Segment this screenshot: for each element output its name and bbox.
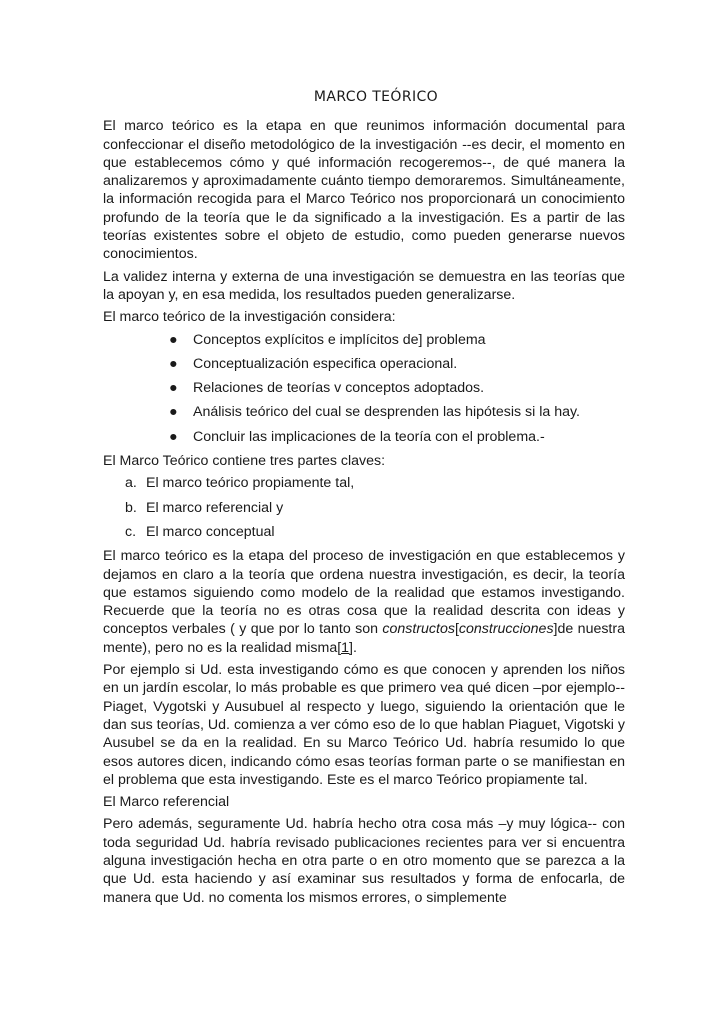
bullet-icon: ● <box>169 380 178 397</box>
footnote-link[interactable]: [1] <box>337 639 353 656</box>
list-item: ● Concluir las implicaciones de la teoría con el problema.- <box>169 428 545 445</box>
paragraph-ademas: Pero además, seguramente Ud. habría hecho otra cosa más –y muy lógica-- con toda seguridad Ud. habría revisado publicaciones recientes para ver si encuentra alguna investigación hecha en otra parte o en otro momento que se parezca a la que Ud. esta haciendo y así examinar sus resultados y forma de enfocarla, de manera que Ud. no comenta los mismos errores, o simplemente <box>103 816 625 906</box>
list-item: ● Conceptos explícitos e implícitos de] problema <box>169 331 486 348</box>
bullet-icon: ● <box>169 428 178 445</box>
list-item: a. El marco teórico propiamente tal, <box>125 475 355 492</box>
paragraph-marco-referencial-heading: El Marco referencial <box>103 794 230 811</box>
parts-list <box>103 474 625 541</box>
list-item: ● Análisis teórico del cual se desprenden las hipótesis si la hay. <box>169 404 580 421</box>
paragraph-intro: El marco teórico es la etapa en que reunimos información documental para confeccionar el diseño metodológico de la investigación --es decir, el momento en que establecemos cómo y qué información recogeremos--, de qué manera la analizaremos y aproximadamente cuánto tiempo demoraremos. Simultáneamente, la información recogida para el Marco Teórico nos proporcionará un conocimiento profundo de la teoría que le da significado a la investigación. Es a partir de las teorías existentes sobre el objeto de estudio, como pueden generarse nuevos conocimientos. <box>103 118 625 263</box>
list-item: ● Conceptualización especifica operacional. <box>169 355 458 372</box>
list-item: c. El marco conceptual <box>125 523 275 540</box>
paragraph-validity: La validez interna y externa de una investigación se demuestra en las teorías que la apoyan y, en esa medida, los resultados pueden generalizarse. <box>103 268 625 303</box>
bullet-icon: ● <box>169 331 178 348</box>
paragraph-marco-teorico: El marco teórico es la etapa del proceso de investigación en que establecemos y dejamos en claro a la teoría que ordena nuestra investigación, es decir, la teoría que estamos siguiendo como modelo de la realidad que estamos investigando. Recuerde que la teoría no es otras cosa que la realidad descrita con ideas y conceptos verbales ( y que por lo tanto son constructos[construcciones]de nuestra mente), pero no es la realidad misma[1]. <box>103 548 625 656</box>
list-item: b. El marco referencial y <box>125 499 284 516</box>
bullet-list <box>103 331 625 446</box>
bullet-icon: ● <box>169 355 178 372</box>
paragraph-considera: El marco teórico de la investigación considera: <box>103 309 396 326</box>
paragraph-partes: El Marco Teórico contiene tres partes claves: <box>103 453 386 470</box>
bullet-icon: ● <box>169 404 178 421</box>
list-item: ● Relaciones de teorías v conceptos adoptados. <box>169 380 485 397</box>
paragraph-ejemplo: Por ejemplo si Ud. esta investigando cómo es que conocen y aprenden los niños en un jardín escolar, lo más probable es que primero vea qué dicen –por ejemplo-- Piaget, Vygotski y Ausubuel al respecto y luego, siguiendo la orientación que le dan sus teorías, Ud. comienza a ver cómo eso de lo que hablan Piaguet, Vigotski y Ausubel se da en la realidad. En su Marco Teórico Ud. habría resumido lo que esos autores dicen, indicando cómo esas teorías forman parte o se manifiestan en el problema que esta investigando. Este es el marco Teórico propiamente tal. <box>103 662 625 788</box>
document-page <box>103 88 625 911</box>
page-title: MARCO TEÓRICO <box>313 89 439 105</box>
